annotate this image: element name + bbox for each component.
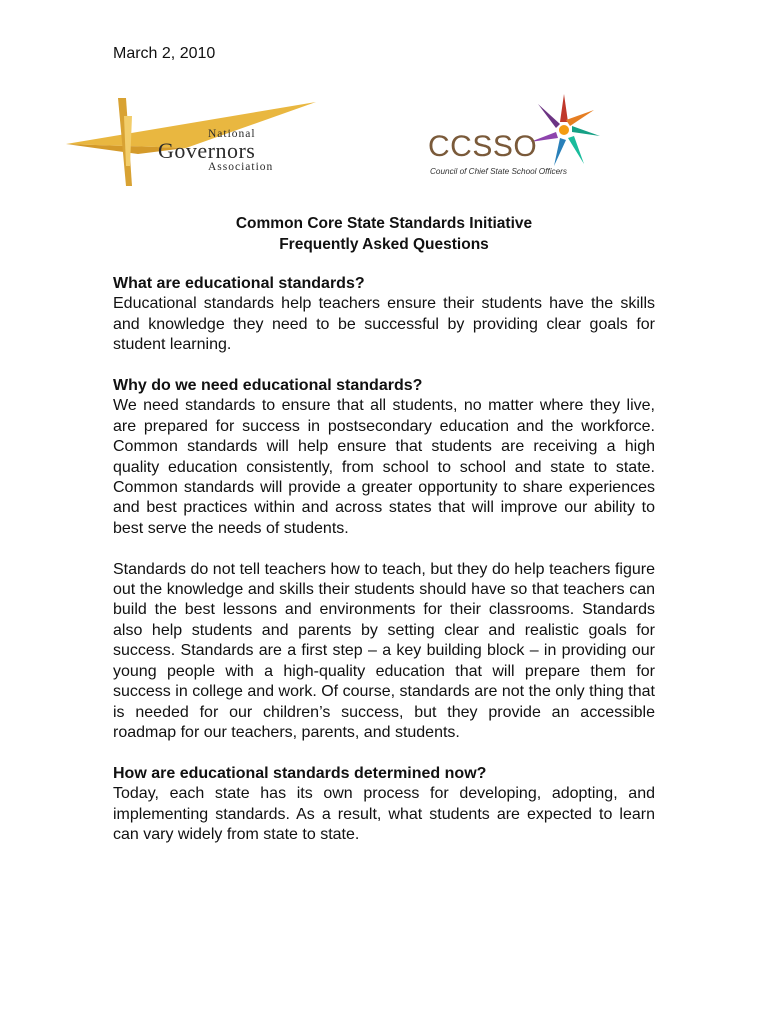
- faq-question: Why do we need educational standards?: [113, 377, 423, 395]
- faq-answer-paragraph: We need standards to ensure that all students, no matter where they live, are prepared for success in postsecondary education and the workforce. Common standards will help ensure that students are receiving a high quality education consistently, from school to school and state to state. Common standards will provide a greater opportunity to share experiences and best practices within and across states that will improve our ability to best serve the needs of students.: [113, 397, 655, 537]
- nga-line3: Association: [208, 161, 274, 173]
- document-title: [113, 213, 655, 255]
- ccsso-name: CCSSO: [428, 130, 538, 163]
- nga-logo: [66, 96, 316, 188]
- faq-answer-paragraph: Today, each state has its own process for developing, adopting, and implementing standards. As a result, what students are expected to learn can vary widely from state to state.: [113, 785, 655, 843]
- title-line-1: Common Core State Standards Initiative: [235, 215, 533, 232]
- faq-section-2: [113, 376, 655, 743]
- faq-question: How are educational standards determined now?: [113, 764, 487, 782]
- faq-section-1: [113, 274, 655, 356]
- multicolor-star-icon: [530, 94, 600, 166]
- nga-line2: Governors: [158, 138, 256, 163]
- faq-answer-paragraph: Educational standards help teachers ensure their students have the skills and knowledge they need to be successful by providing clear goals for student learning.: [113, 295, 655, 354]
- nga-line1: National: [208, 128, 256, 140]
- title-line-2: Frequently Asked Questions: [279, 236, 489, 253]
- faq-content: [113, 274, 655, 866]
- faq-section-3: [113, 764, 655, 846]
- ccsso-tagline: Council of Chief State School Officers: [430, 167, 567, 176]
- faq-answer-paragraph: Standards do not tell teachers how to teach, but they do help teachers figure out the knowledge and skills their students should have so that teachers can build the best lessons and environments for their classrooms. Standards also help students and parents by setting clear and realistic goals for success. Standards are a first step – a key building block – in providing our young people with a high-quality education that will prepare them for success in college and work. Of course, standards are not the only thing that is needed for our children’s success, but they provide an accessible roadmap for our teachers, parents, and students.: [113, 560, 655, 741]
- ccsso-logo: [424, 92, 609, 182]
- document-date: March 2, 2010: [113, 45, 216, 62]
- faq-question: What are educational standards?: [113, 275, 365, 292]
